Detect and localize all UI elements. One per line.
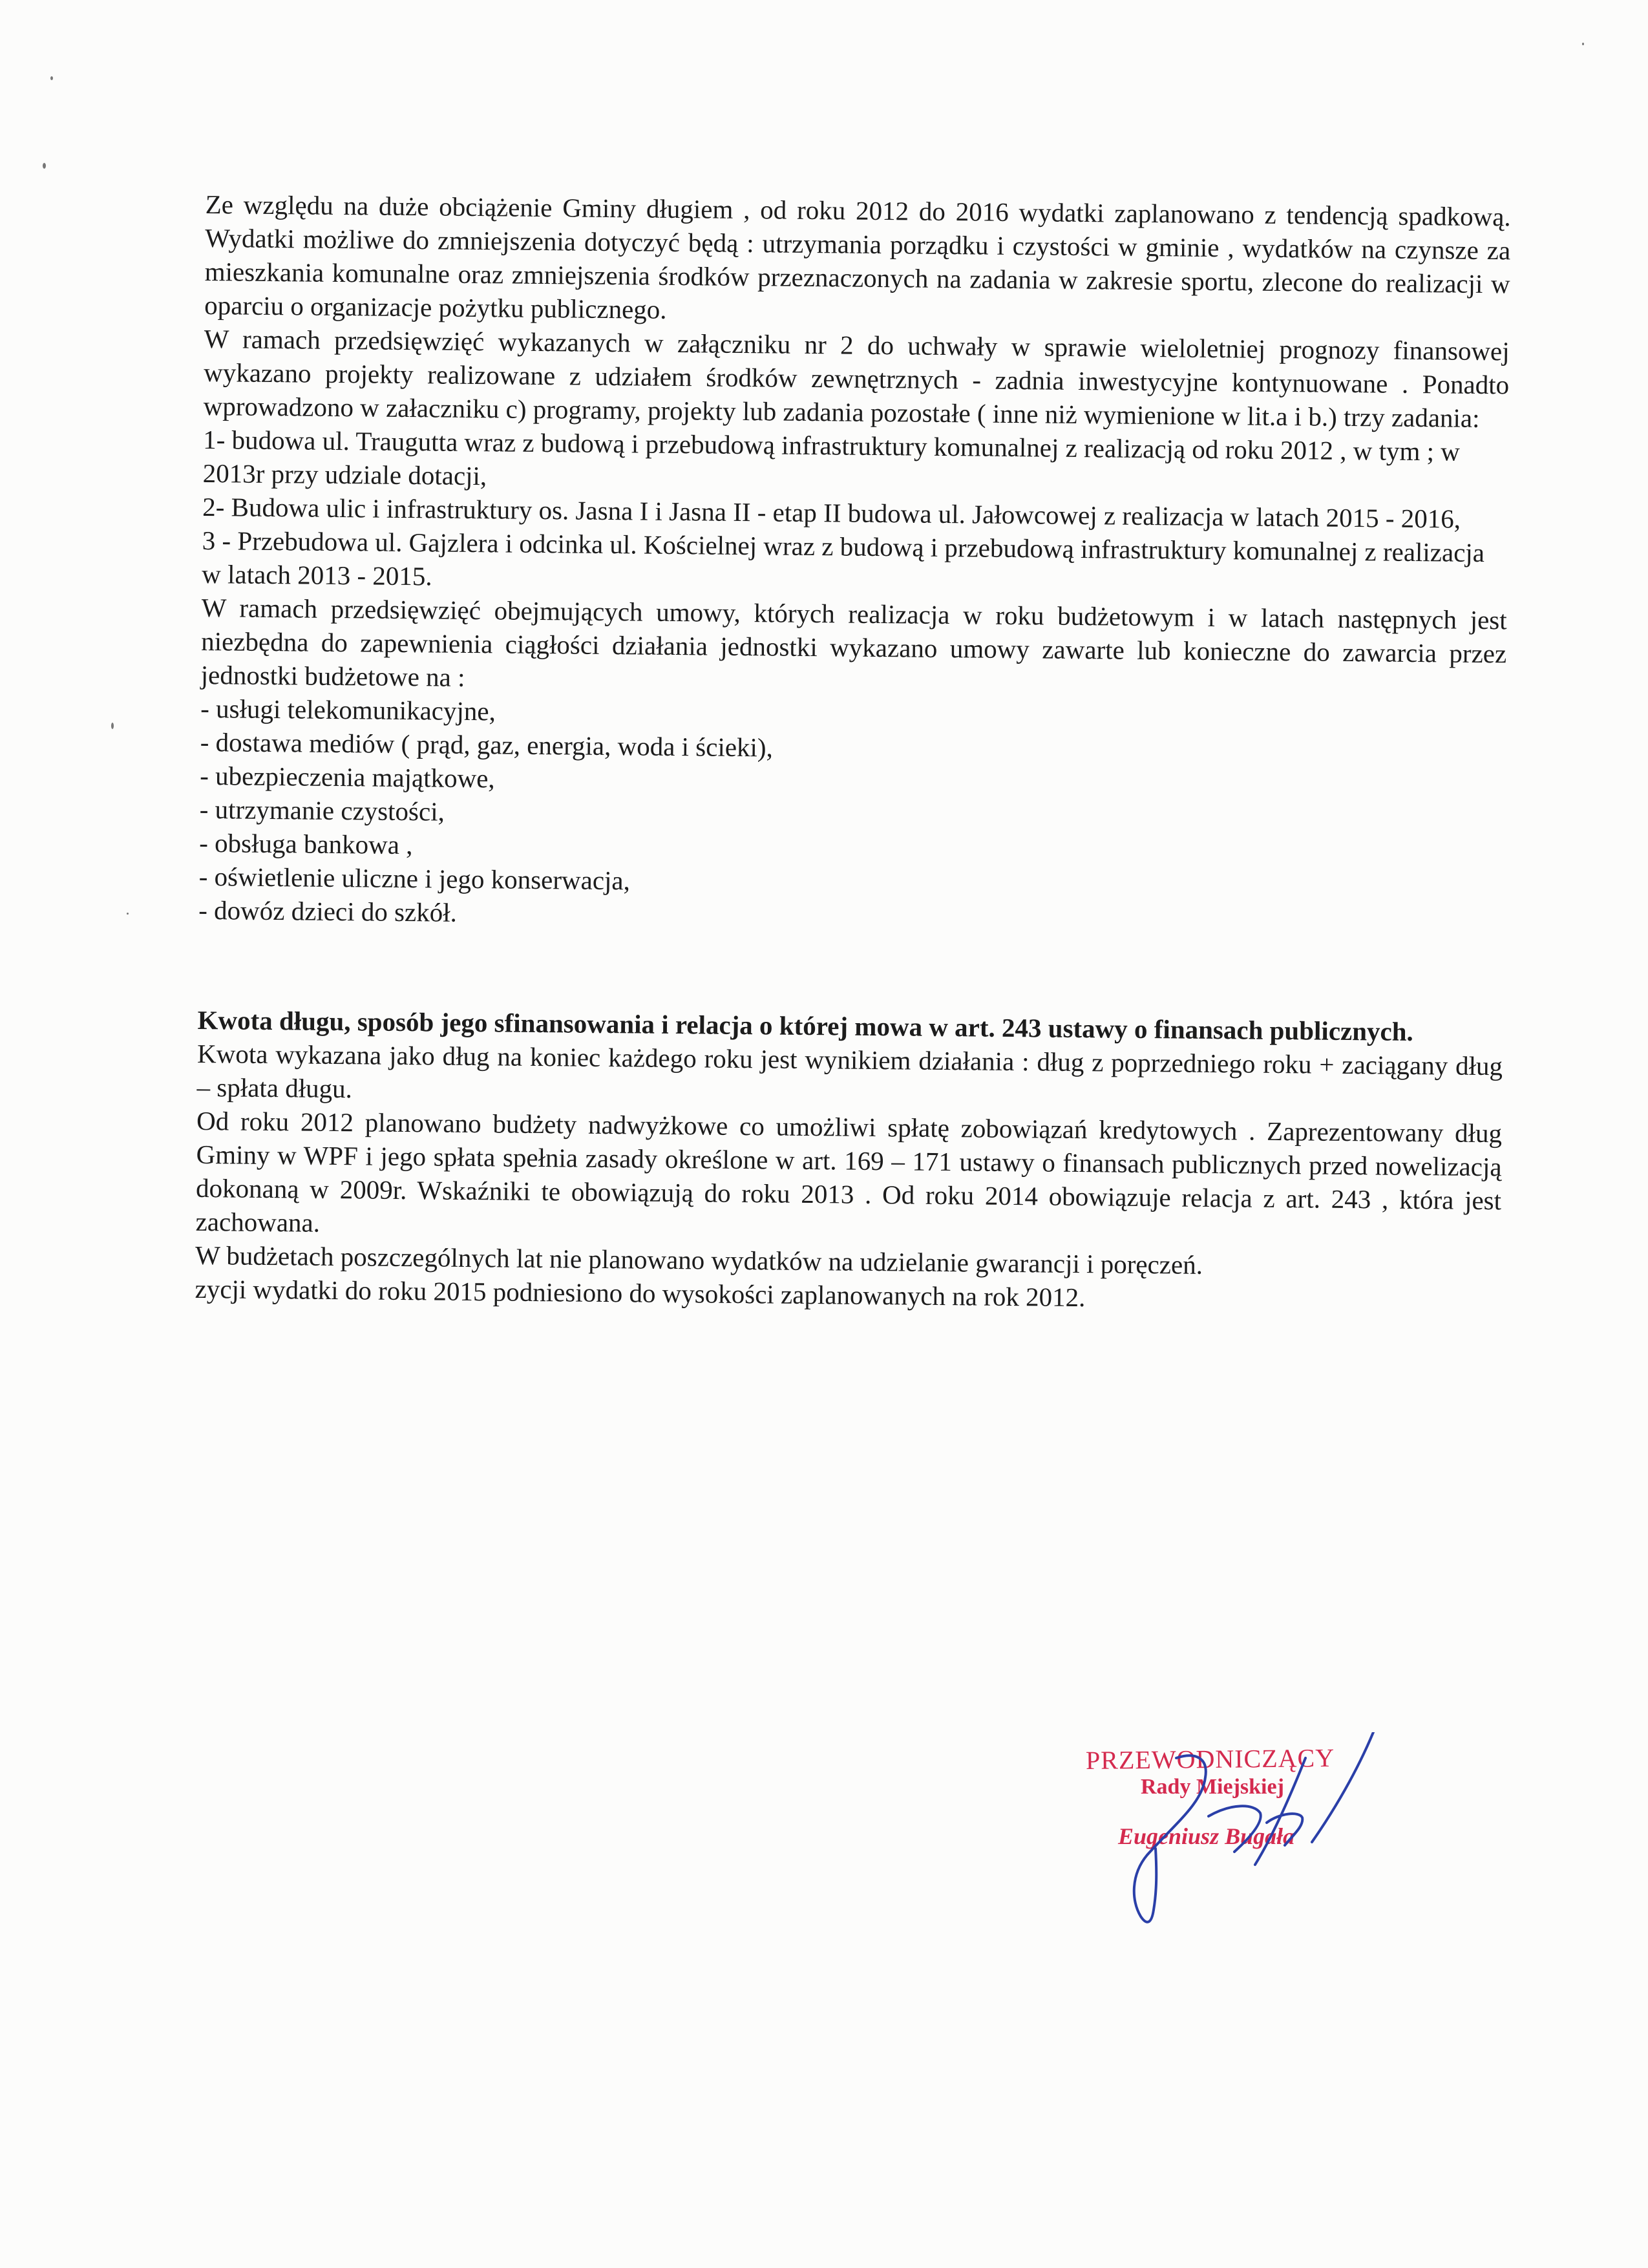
section-heading: Kwota długu, sposób jego sfinansowania i relacja o której mowa w art. 243 ustawy o finansach publicznych. bbox=[197, 1004, 1413, 1046]
task-item-2: 2- Budowa ulic i infrastruktury os. Jasna I i Jasna II - etap II budowa ul. Jałowcowej z realizacja w latach 2015 - 2016, bbox=[202, 491, 1461, 534]
task-item-3: 3 - Przebudowa ul. Gajzlera i odcinka ul. Kościelnej wraz z budową i przebudową infrastruktury komunalnej z realizacja w latach 2013 - 2015. bbox=[202, 525, 1485, 591]
paragraph-expenses: Ze względu na duże obciążenie Gminy długiem , od roku 2012 do 2016 wydatki zaplanowano z tendencją spadkową. Wydatki możliwe do zmniejszenia dotyczyć będą : utrzymania porządku i czystości w gminie , wydatków na czynsze za mieszkania komunalne oraz zmniejszenia środków przeznaczonych na zadania w zakresie sportu, zlecone do realizacji w oparciu o organizacje pożytku publicznego. bbox=[204, 189, 1511, 324]
list-item: - utrzymanie czystości, bbox=[199, 794, 445, 827]
scan-speck bbox=[1582, 43, 1584, 45]
document-body bbox=[195, 187, 1511, 1318]
paragraph-surplus: Od roku 2012 planowano budżety nadwyżkowe co umożliwi spłatę zobowiązań kredytowych . Zaprezentowany dług Gminy w WPF i jego spłata spełnia zasady określone w art. 169 – 171 ustawy o finansach publicznych przed nowelizacją dokonaną w 2009r. Wskaźniki te obowiązują do roku 2013 . Od roku 2014 obowiązuje relacja z art. 243 , która jest zachowana. bbox=[195, 1105, 1503, 1238]
list-item: - oświetlenie uliczne i jego konserwacja, bbox=[198, 861, 631, 896]
paragraph-debt: Kwota wykazana jako dług na koniec każdego roku jest wynikiem działania : dług z poprzedniego roku + zaciągany dług – spłata długu. bbox=[196, 1038, 1503, 1104]
task-item-1: 1- budowa ul. Traugutta wraz z budową i przebudową infrastruktury komunalnej z realizacją od roku 2012 , w tym ; w 2013r przy udziale dotacji, bbox=[202, 424, 1461, 491]
scan-speck bbox=[111, 723, 114, 729]
list-item: - obsługa bankowa , bbox=[199, 827, 413, 860]
list-item: - dowóz dzieci do szkół. bbox=[198, 895, 458, 927]
paragraph-guarantees: W budżetach poszczególnych lat nie planowano wydatków na udzielanie gwarancji i poręczeń. bbox=[195, 1240, 1203, 1280]
list-item: - dostawa mediów ( prąd, gaz, energia, woda i ścieki), bbox=[200, 726, 774, 763]
paragraph-contracts: W ramach przedsięwzięć obejmujących umowy, których realizacja w roku budżetowym i w latach następnych jest niezbędna do zapewnienia ciągłości działania jednostki wykazano umowy zawarte lub konieczne do zawarcia przez jednostki budżetowe na : bbox=[200, 592, 1507, 692]
scan-speck bbox=[127, 913, 129, 915]
list-item: - ubezpieczenia majątkowe, bbox=[200, 760, 495, 794]
list-item: - usługi telekomunikacyjne, bbox=[200, 693, 496, 726]
stamp-body: Rady Miejskiej bbox=[1141, 1775, 1284, 1799]
paragraph-projects: W ramach przedsięwzięć wykazanych w załączniku nr 2 do uchwały w sprawie wieloletniej prognozy finansowej wykazano projekty realizowane z udziałem środków zewnętrznych - zadnia inwestycyjne kontynuowane . Ponadto wprowadzono w załaczniku c) programy, projekty lub zadania pozostałe ( inne niż wymienione w lit.a i b.) trzy zadania: bbox=[203, 323, 1510, 433]
stamp-name: Eugeniusz Bugała bbox=[1118, 1823, 1295, 1849]
scan-speck bbox=[43, 163, 46, 169]
handwritten-signature bbox=[1079, 1732, 1383, 1945]
paragraph-fragment: zycji wydatki do roku 2015 podniesiono do wysokości zaplanowanych na rok 2012. bbox=[195, 1273, 1086, 1313]
signature-stamp bbox=[1079, 1732, 1383, 1945]
stamp-title: PRZEWODNICZĄCY bbox=[1085, 1743, 1335, 1775]
scan-speck bbox=[50, 76, 53, 80]
